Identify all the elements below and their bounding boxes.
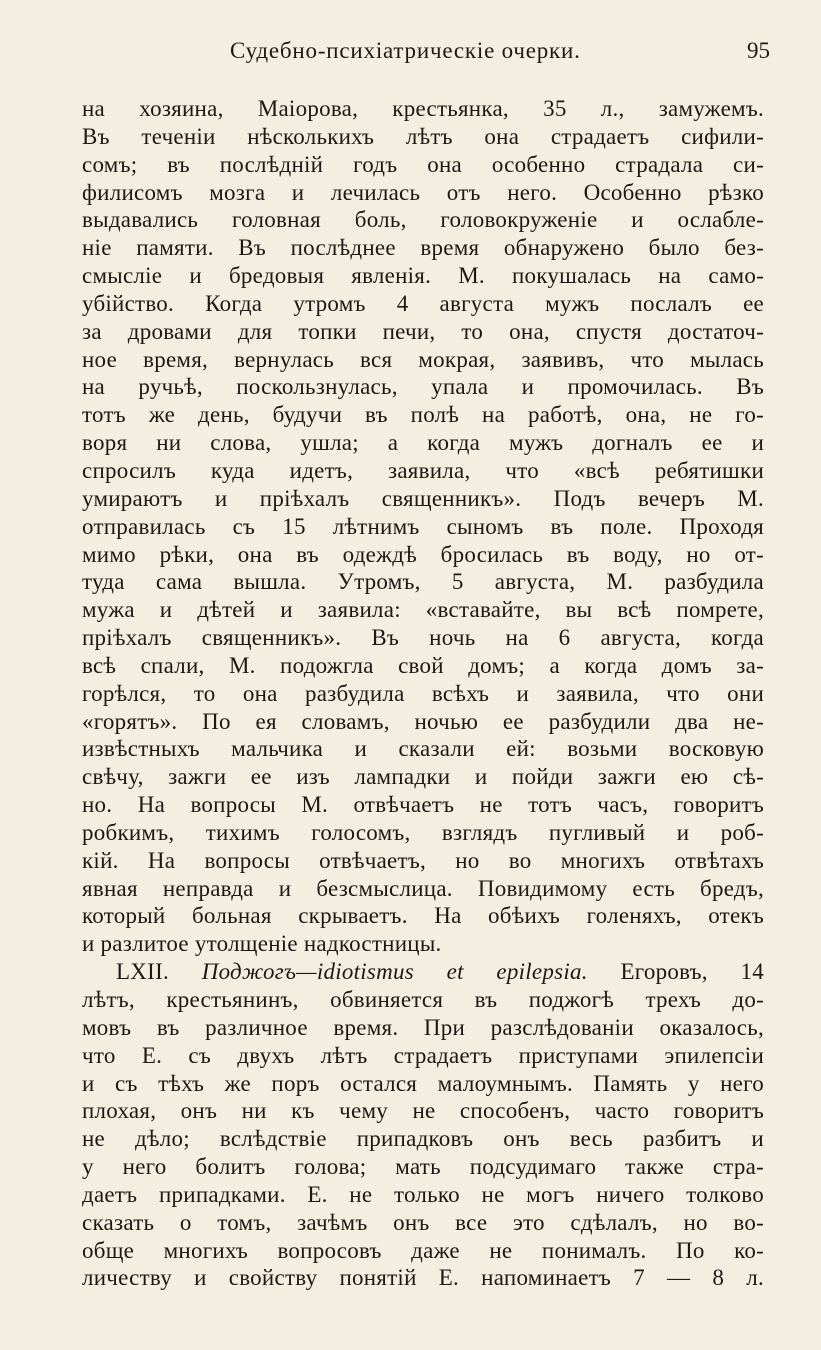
text-line: всѣ спали, М. подожгла свой домъ; а когда домъ за- (82, 652, 764, 678)
page-number: 95 (747, 38, 770, 63)
text-line: ное время, вернулась вся мокрая, заявивъ, что мылась (82, 346, 764, 372)
body-text (82, 95, 764, 1292)
page-header (82, 38, 772, 72)
text-line: филисомъ мозга и лечилась отъ него. Особенно рѣзко (82, 179, 764, 205)
text-line: плохая, онъ ни къ чему не способенъ, часто говоритъ (82, 1098, 764, 1124)
text-line: тотъ же день, будучи въ полѣ на работѣ, она, не го- (82, 402, 764, 428)
case-heading-line (82, 958, 764, 986)
text-line: на ручьѣ, поскользнулась, упала и промочилась. Въ (82, 374, 764, 400)
case-first-line-rest: Егоровъ, 14 (620, 959, 764, 985)
text-line: свѣчу, зажги ее изъ лампадки и пойди зажги ею сѣ- (82, 764, 764, 790)
text-line: отправилась съ 15 лѣтнимъ сыномъ въ поле. Проходя (82, 513, 764, 539)
text-line: и съ тѣхъ же поръ остался малоумнымъ. Память у него (82, 1070, 764, 1096)
text-line: смысліе и бредовыя явленія. М. покушалась на само- (82, 263, 764, 289)
text-line: спросилъ куда идетъ, заявила, что «всѣ ребятишки (82, 457, 764, 483)
text-line: сказать о томъ, зачѣмъ онъ все это сдѣлалъ, но во- (82, 1209, 764, 1235)
text-line: воря ни слова, ушла; а когда мужъ догналъ ее и (82, 430, 764, 456)
text-line: даетъ припадками. Е. не только не могъ ничего толково (82, 1181, 764, 1207)
text-line: туда сама вышла. Утромъ, 5 августа, М. разбудила (82, 569, 764, 595)
text-line: у него болитъ голова; мать подсудимаго также стра- (82, 1154, 764, 1180)
text-line: на хозяина, Маіорова, крестьянка, 35 л., замужемъ. (82, 96, 764, 121)
text-line: лѣтъ, крестьянинъ, обвиняется въ поджогѣ трехъ до- (82, 987, 764, 1012)
text-line: что Е. съ двухъ лѣтъ страдаетъ приступами эпилепсіи (82, 1042, 764, 1068)
text-line: обще многихъ вопросовъ даже не понималъ. По ко- (82, 1237, 764, 1263)
text-line: мимо рѣки, она въ одеждѣ бросилась въ воду, но от- (82, 541, 764, 567)
text-line: кій. На вопросы отвѣчаетъ, но во многихъ отвѣтахъ (82, 847, 764, 873)
text-line: пріѣхалъ священникъ». Въ ночь на 6 августа, когда (82, 625, 764, 651)
text-line: личеству и свойству понятій Е. напоминаетъ 7 — 8 л. (82, 1265, 764, 1291)
text-line: умираютъ и пріѣхалъ священникъ». Подъ вечеръ М. (82, 485, 764, 511)
running-title: Судебно-психіатрическіе очерки. (230, 38, 581, 63)
text-line: за дровами для топки печи, то она, спустя достаточ- (82, 318, 764, 344)
text-line: «горятъ». По ея словамъ, ночью ее разбудили два не- (82, 708, 764, 734)
text-line: мужа и дѣтей и заявила: «вставайте, вы всѣ помрете, (82, 597, 764, 623)
case-number: LXII. (116, 959, 169, 985)
text-line: но. На вопросы М. отвѣчаетъ не тотъ часъ, говоритъ (82, 792, 764, 818)
case-heading: Поджогъ—idiotismus et epilepsia. (201, 959, 588, 985)
text-line: Въ теченіи нѣсколькихъ лѣтъ она страдаетъ сифили- (82, 123, 764, 149)
text-line: сомъ; въ послѣдній годъ она особенно страдала си- (82, 151, 764, 177)
text-line: явная неправда и безсмыслица. Повидимому есть бредъ, (82, 875, 764, 901)
text-line: не дѣло; вслѣдствіе припадковъ онъ весь разбитъ и (82, 1126, 764, 1152)
text-line: и разлитое утолщеніе надкостницы. (82, 931, 442, 957)
text-line: робкимъ, тихимъ голосомъ, взглядъ пугливый и роб- (82, 819, 764, 845)
text-line: ніе памяти. Въ послѣднее время обнаружено было без- (82, 235, 764, 261)
text-line: горѣлся, то она разбудила всѣхъ и заявила, что они (82, 680, 764, 706)
text-line: извѣстныхъ мальчика и сказали ей: возьми восковую (82, 736, 764, 762)
text-line: мовъ въ различное время. При разслѣдованіи оказалось, (82, 1014, 764, 1040)
text-line: который больная скрываетъ. На обѣихъ голеняхъ, отекъ (82, 903, 764, 929)
text-line: выдавались головная боль, головокруженіе и ослабле- (82, 207, 764, 233)
text-line: убійство. Когда утромъ 4 августа мужъ послалъ ее (82, 290, 764, 316)
